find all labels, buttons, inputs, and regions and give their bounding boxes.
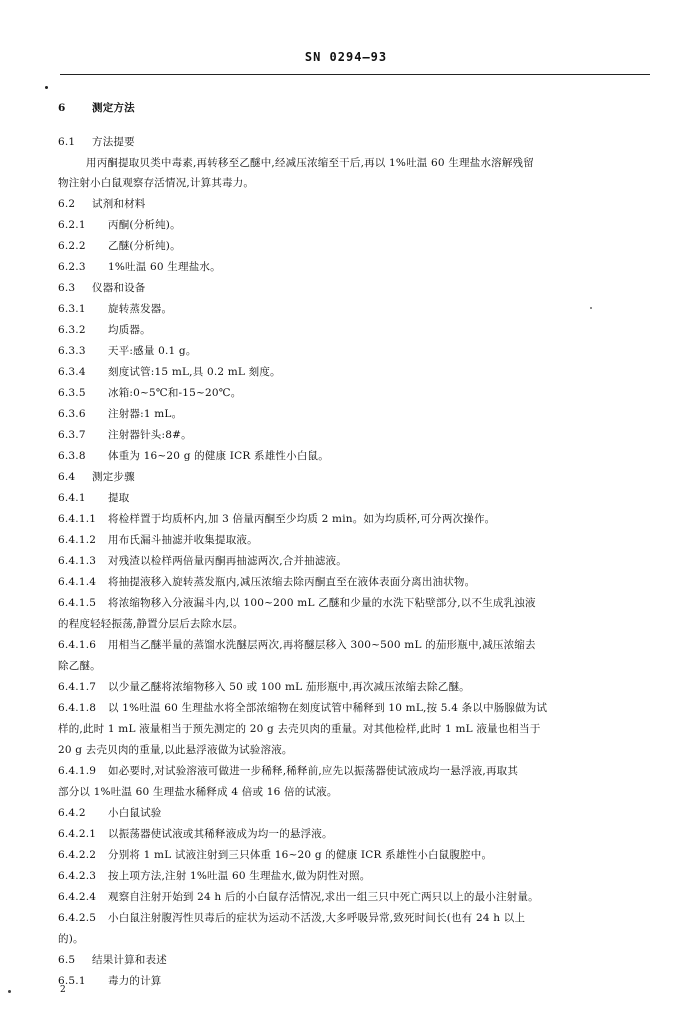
section-number: 6.3.7 [58, 429, 86, 441]
line-text: 冰箱:0~5℃和-15~20℃。 [108, 387, 242, 399]
line-text: 部分以 1%吐温 60 生理盐水稀释成 4 倍或 16 倍的试液。 [58, 786, 338, 798]
text-line [58, 723, 658, 736]
text-line [58, 639, 658, 652]
text-line [58, 912, 658, 925]
section-number: 6.4.1.8 [58, 702, 97, 714]
text-line [58, 744, 658, 757]
section-number: 6.4.1 [58, 492, 86, 504]
text-line [58, 891, 658, 904]
line-text: 旋转蒸发器。 [108, 303, 173, 315]
text-line [58, 387, 658, 400]
section-number: 6.5.1 [58, 975, 86, 987]
line-text: 按上项方法,注射 1%吐温 60 生理盐水,做为阴性对照。 [108, 870, 371, 882]
text-line [58, 828, 658, 841]
line-text: 用丙酮提取贝类中毒素,再转移至乙醚中,经减压浓缩至干后,再以 1%吐温 60 生理盐水溶解残留 [86, 157, 534, 169]
line-text: 仪器和设备 [92, 282, 146, 294]
line-text: 注射器:1 mL。 [108, 408, 183, 420]
section-number: 6.3 [58, 282, 76, 294]
line-text: 以少量乙醚将浓缩物移入 50 或 100 mL 茄形瓶中,再次减压浓缩去除乙醚。 [108, 681, 470, 693]
line-text: 的)。 [58, 933, 84, 945]
section-number: 6.4.2.4 [58, 891, 97, 903]
section-number: 6.4.1.7 [58, 681, 97, 693]
text-line [58, 933, 658, 946]
line-text: 测定步骤 [92, 471, 135, 483]
text-line [86, 157, 686, 170]
header-rule [60, 74, 650, 75]
line-text: 结果计算和表述 [92, 954, 167, 966]
text-line [58, 954, 658, 967]
scan-speck [8, 990, 11, 993]
text-line [58, 702, 658, 715]
text-line [58, 870, 658, 883]
text-line [58, 324, 658, 337]
text-line [58, 975, 658, 988]
text-line [58, 102, 658, 115]
text-line [58, 597, 658, 610]
line-text: 体重为 16~20 g 的健康 ICR 系雄性小白鼠。 [108, 450, 329, 462]
text-line [58, 807, 658, 820]
line-text: 乙醚(分析纯)。 [108, 240, 181, 252]
section-number: 6.3.6 [58, 408, 86, 420]
line-text: 将抽提液移入旋转蒸发瓶内,减压浓缩去除丙酮直至在液体表面分离出油状物。 [108, 576, 476, 588]
text-line [58, 513, 658, 526]
text-line [58, 849, 658, 862]
section-number: 6.4.2.5 [58, 912, 97, 924]
text-line [58, 303, 658, 316]
text-line [58, 618, 658, 631]
line-text: 丙酮(分析纯)。 [108, 219, 181, 231]
line-text: 1%吐温 60 生理盐水。 [108, 261, 221, 273]
text-line [58, 408, 658, 421]
text-line [58, 136, 658, 149]
section-number: 6.4.2.3 [58, 870, 97, 882]
text-line [58, 261, 658, 274]
section-number: 6.4 [58, 471, 76, 483]
text-line [58, 492, 658, 505]
section-number: 6.5 [58, 954, 76, 966]
line-text: 方法提要 [92, 136, 135, 148]
text-line [58, 660, 658, 673]
line-text: 分别将 1 mL 试液注射到三只体重 16~20 g 的健康 ICR 系雄性小白鼠腹腔中。 [108, 849, 493, 861]
line-text: 试剂和材料 [92, 198, 146, 210]
section-number: 6.4.1.9 [58, 765, 97, 777]
line-text: 以 1%吐温 60 生理盐水将全部浓缩物在刻度试管中稀释到 10 mL,按 5.4 条以中肠腺做为试 [108, 702, 548, 714]
text-line [58, 681, 658, 694]
line-text: 天平:感量 0.1 g。 [108, 345, 197, 357]
text-line [58, 555, 658, 568]
line-text: 毒力的计算 [108, 975, 162, 987]
line-text: 物注射小白鼠观察存活情况,计算其毒力。 [58, 177, 255, 189]
section-number: 6.3.3 [58, 345, 86, 357]
text-line [58, 576, 658, 589]
line-text: 注射器针头:8#。 [108, 429, 192, 441]
text-line [58, 198, 658, 211]
section-number: 6.3.8 [58, 450, 86, 462]
line-text: 小白鼠注射腹泻性贝毒后的症状为运动不活泼,大多呼吸异常,致死时间长(也有 24 h 以上 [108, 912, 526, 924]
line-text: 20 g 去壳贝肉的重量,以此悬浮液做为试验溶液。 [58, 744, 293, 756]
line-text: 样的,此时 1 mL 液量相当于预先测定的 20 g 去壳贝肉的重量。对其他检样,此时 1 mL 液量也相当于 [58, 723, 541, 735]
line-text: 将浓缩物移入分液漏斗内,以 100~200 mL 乙醚和少量的水洗下粘壁部分,以不生成乳浊液 [108, 597, 536, 609]
line-text: 观察自注射开始到 24 h 后的小白鼠存活情况,求出一组三只中死亡两只以上的最小注射量。 [108, 891, 539, 903]
text-line [58, 450, 658, 463]
line-text: 刻度试管:15 mL,具 0.2 mL 刻度。 [108, 366, 281, 378]
section-number: 6.4.1.2 [58, 534, 97, 546]
line-text: 用布氏漏斗抽滤并收集提取液。 [108, 534, 258, 546]
scan-speck [45, 86, 48, 89]
section-number: 6.3.1 [58, 303, 86, 315]
section-number: 6.4.2 [58, 807, 86, 819]
line-text: 对残渣以检样两倍量丙酮再抽滤两次,合并抽滤液。 [108, 555, 347, 567]
text-line [58, 471, 658, 484]
line-text: 均质器。 [108, 324, 151, 336]
line-text: 除乙醚。 [58, 660, 101, 672]
section-number: 6.4.1.4 [58, 576, 97, 588]
section-number: 6.3.5 [58, 387, 86, 399]
text-line [58, 219, 658, 232]
section-number: 6.4.1.5 [58, 597, 97, 609]
section-number: 6.2 [58, 198, 76, 210]
text-line [58, 282, 658, 295]
section-number: 6 [58, 102, 66, 114]
section-number: 6.4.2.1 [58, 828, 97, 840]
section-number: 6.4.1.6 [58, 639, 97, 651]
line-text: 将检样置于均质杯内,加 3 倍量丙酮至少均质 2 min。如为均质杯,可分两次操作。 [108, 513, 496, 525]
section-number: 6.3.2 [58, 324, 86, 336]
line-text: 的程度轻轻振荡,静置分层后去除水层。 [58, 618, 244, 630]
section-number: 6.4.1.1 [58, 513, 97, 525]
standard-header: SN 0294—93 [304, 50, 388, 64]
line-text: 以振荡器使试液或其稀释液成为均一的悬浮液。 [108, 828, 333, 840]
text-line [58, 429, 658, 442]
line-text: 提取 [108, 492, 130, 504]
section-number: 6.4.2.2 [58, 849, 97, 861]
text-line [58, 240, 658, 253]
text-line [58, 765, 658, 778]
text-line [58, 534, 658, 547]
text-line [58, 786, 658, 799]
text-line [58, 366, 658, 379]
section-number: 6.2.1 [58, 219, 86, 231]
section-number: 6.4.1.3 [58, 555, 97, 567]
text-line [58, 345, 658, 358]
section-number: 6.2.3 [58, 261, 86, 273]
section-number: 6.2.2 [58, 240, 86, 252]
line-text: 小白鼠试验 [108, 807, 162, 819]
line-text: 用相当乙醚半量的蒸馏水洗醚层两次,再将醚层移入 300~500 mL 的茄形瓶中,减压浓缩去 [108, 639, 536, 651]
line-text: 测定方法 [92, 102, 135, 114]
line-text: 如必要时,对试验溶液可做进一步稀释,稀释前,应先以振荡器使试液成均一悬浮液,再取其 [108, 765, 519, 777]
text-line [58, 177, 658, 190]
page-number: 2 [60, 985, 66, 995]
section-number: 6.1 [58, 136, 76, 148]
section-number: 6.3.4 [58, 366, 86, 378]
